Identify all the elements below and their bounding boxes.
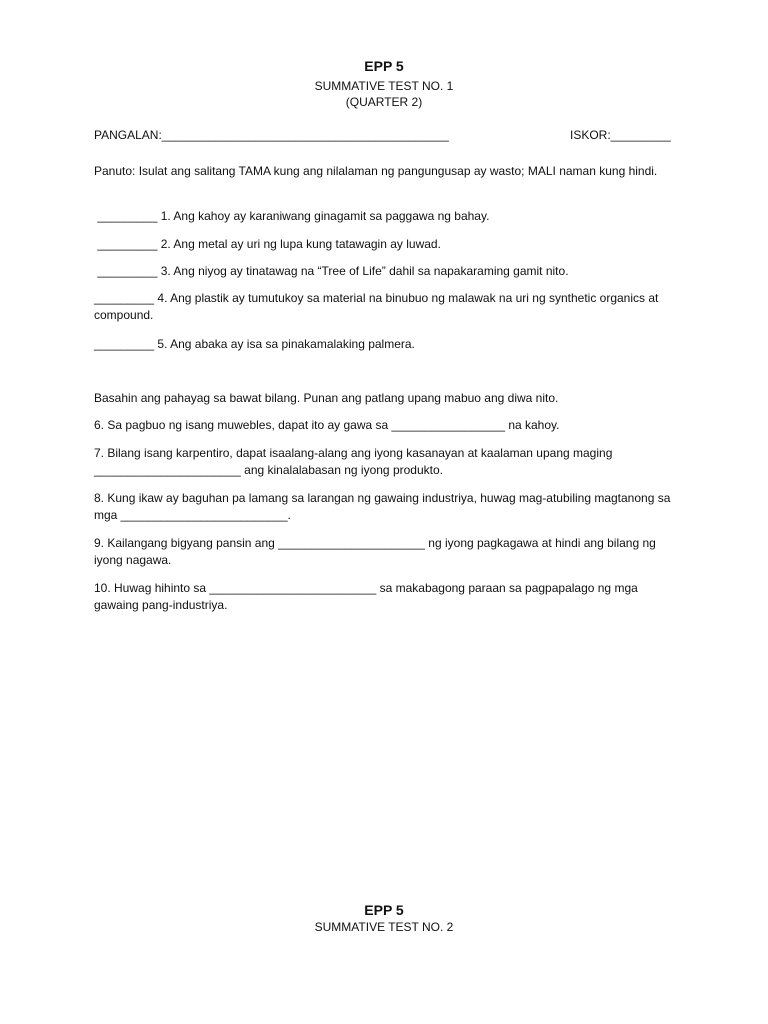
page-title: EPP 5 (364, 58, 404, 74)
item-10: 10. Huwag hihinto sa _________________________ sa makabagong paraan sa pagpapalago ng mga gawaing pang-industriya. (94, 581, 638, 612)
quarter-label: (QUARTER 2) (345, 95, 423, 109)
item-6: 6. Sa pagbuo ng isang muwebles, dapat ito ay gawa sa _________________ na kahoy. (94, 418, 560, 432)
item-9: 9. Kailangang bigyang pansin ang ______________________ ng iyong pagkagawa at hindi ang bilang ng iyong nagawa. (94, 536, 656, 567)
item-4: _________ 4. Ang plastik ay tumutukoy sa material na binubuo ng malawak na uri ng synthetic organics at compound. (94, 291, 659, 322)
test-subtitle: SUMMATIVE TEST NO. 1 (314, 79, 454, 93)
score-field-label: ISKOR:_________ (570, 128, 671, 142)
item-2: _________ 2. Ang metal ay uri ng lupa kung tatawagin ay luwad. (94, 237, 441, 251)
page2-title: EPP 5 (364, 902, 404, 918)
page2-subtitle: SUMMATIVE TEST NO. 2 (314, 920, 454, 934)
item-1: _________ 1. Ang kahoy ay karaniwang ginagamit sa paggawa ng bahay. (94, 209, 490, 223)
instructions-true-false: Panuto: Isulat ang salitang TAMA kung ang nilalaman ng pangungusap ay wasto; MALI naman kung hindi. (94, 164, 658, 178)
item-8: 8. Kung ikaw ay baguhan pa lamang sa larangan ng gawaing industriya, huwag mag-atubiling magtanong sa mga _________________________. (94, 491, 671, 522)
instructions-fill-blank: Basahin ang pahayag sa bawat bilang. Punan ang patlang upang mabuo ang diwa nito. (94, 391, 559, 405)
item-7: 7. Bilang isang karpentiro, dapat isaalang-alang ang iyong kasanayan at kaalaman upang maging ______________________ ang kinalalabasan ng iyong produkto. (94, 446, 613, 477)
item-3: _________ 3. Ang niyog ay tinatawag na “Tree of Life” dahil sa napakaraming gamit nito. (94, 264, 569, 278)
name-field-label: PANGALAN:___________________________________________ (94, 128, 449, 142)
item-5: _________ 5. Ang abaka ay isa sa pinakamalaking palmera. (94, 337, 415, 351)
